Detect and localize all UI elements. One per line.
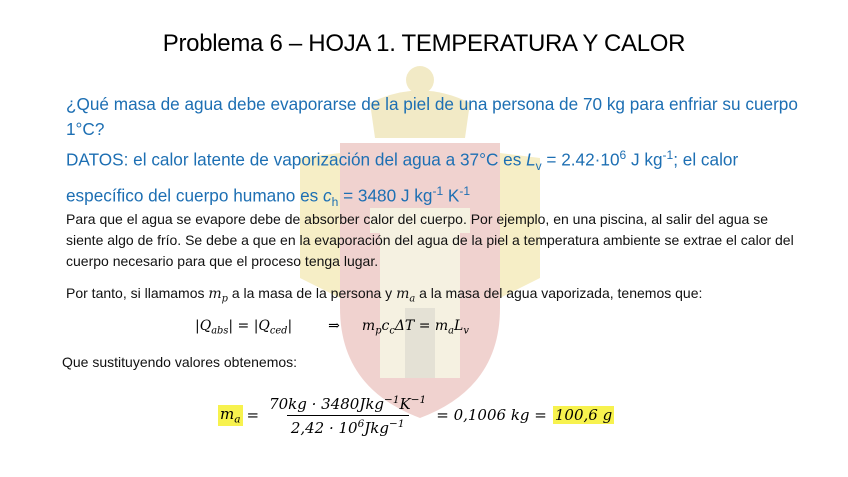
ma-symbol: m — [396, 286, 410, 302]
implies-arrow: ⇒ — [328, 318, 340, 334]
heat-balance-equation — [195, 318, 469, 336]
eq2-den: 2,42 · 10 — [290, 418, 358, 437]
ma-sub: a — [409, 293, 416, 305]
slide-title: Problema 6 – HOJA 1. TEMPERATURA Y CALOR — [162, 30, 686, 57]
result-equation — [218, 394, 614, 437]
eq1-left: |Q — [195, 318, 212, 334]
eq2-result-highlight: 100,6 g — [554, 406, 613, 425]
ch-exp2: -1 — [459, 183, 471, 198]
eq2-den-exp: 6 — [357, 417, 365, 430]
ch-k: K — [443, 185, 460, 206]
eq2-lhs-sub: a — [234, 413, 241, 426]
eq1-rhs-sub2: c — [389, 325, 395, 337]
eq1-rhs-c: c — [381, 318, 390, 334]
eq1-rhs-sub1: p — [375, 325, 382, 337]
data-mid: ; el calor específico del cuerpo humano es — [66, 149, 739, 206]
lv-sub: v — [535, 158, 542, 173]
p2-part3: a la masa del agua vaporizada, tenemos que: — [415, 285, 703, 301]
eq2-num: 70kg · 3480Jkg — [269, 394, 385, 413]
ma-highlight — [218, 405, 243, 426]
eq2-equals: = — [246, 406, 260, 425]
eq1-mid-sub: ced — [269, 325, 288, 337]
fraction-denominator — [287, 415, 409, 437]
eq2-num-k: K — [399, 394, 411, 413]
eq2-den-units-exp: −1 — [389, 417, 405, 430]
p2-part2: a la masa de la persona y — [227, 285, 397, 301]
eq1-rhs-sub4: v — [463, 325, 469, 337]
question-text: ¿Qué masa de agua debe evaporarse de la piel de una persona de 70 kg para enfriar su cuerpo 1°C? — [66, 94, 798, 139]
fraction — [265, 394, 430, 437]
eq2-lhs: m — [220, 404, 235, 423]
lv-units-exp: -1 — [662, 148, 674, 162]
eq2-result-kg: = 0,1006 kg = — [436, 406, 547, 425]
ch-symbol: c — [323, 185, 332, 206]
eq1-rhs: m — [361, 318, 376, 334]
eq1-mid: | = |Q — [228, 318, 270, 334]
eq1-rhs-sub3: a — [448, 325, 455, 337]
lv-value: = 2.42·10 — [541, 149, 620, 170]
definition-paragraph — [66, 283, 806, 309]
data-text — [66, 143, 806, 215]
lv-units: J kg — [626, 149, 663, 170]
data-prefix: DATOS: el calor latente de vaporización del agua a 37°C es — [66, 149, 527, 170]
substitution-paragraph: Que sustituyendo valores obtenemos: — [62, 354, 298, 370]
mp-sub: p — [221, 293, 228, 305]
ch-sub: h — [331, 194, 339, 209]
explanation-paragraph: Para que el agua se evapore debe de absorber calor del cuerpo. Por ejemplo, en una piscina, al salir del agua se siente algo de frío. Se debe a que en la evaporación del agua de la piel a temperatura ambiente se extrae el calor del cuerpo necesario para que el proceso tenga lugar. — [66, 211, 794, 269]
eq2-den-units: Jkg — [364, 418, 390, 437]
eq2-num-k-exp: −1 — [410, 394, 427, 406]
eq1-rhs-l: L — [454, 318, 464, 334]
lv-exp: 6 — [619, 148, 627, 162]
eq1-left-sub: abs — [211, 325, 229, 337]
eq1-rhs-dt: ΔT = m — [394, 318, 449, 334]
ch-exp1: -1 — [432, 183, 444, 198]
lv-symbol: L — [526, 149, 536, 170]
fraction-numerator — [265, 394, 430, 415]
eq1-end: | — [287, 318, 293, 334]
p2-part1: Por tanto, si llamamos — [66, 285, 209, 301]
mp-symbol: m — [208, 286, 222, 302]
eq2-num-exp: −1 — [384, 394, 400, 406]
ch-value: = 3480 J kg — [338, 185, 433, 206]
